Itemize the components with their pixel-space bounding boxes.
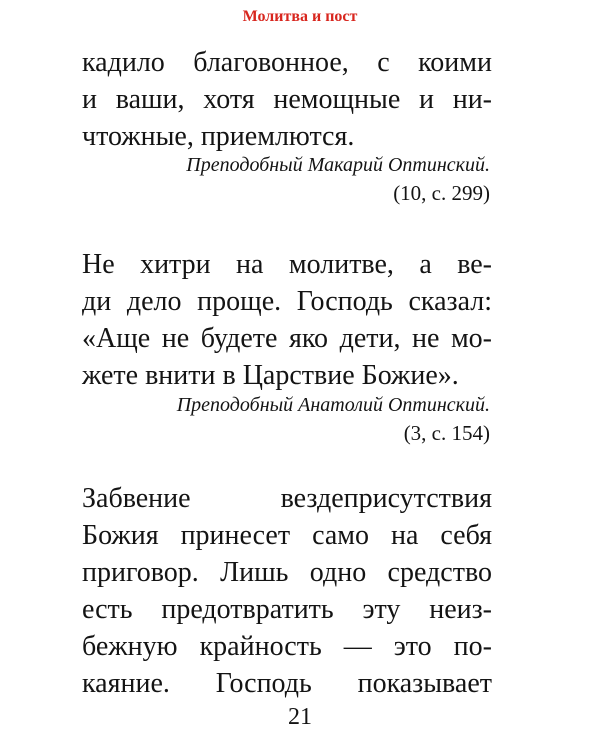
text-line: ди дело проще. Господь сказал: [82,286,492,317]
quote-2-text [82,246,492,394]
text-line: жете внити в Царствие Божие». [82,360,459,391]
page-number: 21 [288,704,312,730]
text-line: Не хитри на молитве, а ве- [82,249,492,280]
text-line: и ваши, хотя немощные и ни- [82,84,492,115]
text-line: есть предотвратить эту неиз- [82,594,492,625]
text-line: бежную крайность — это по- [82,631,492,662]
text-line: приговор. Лишь одно средство [82,557,492,588]
quote-2-citation: (3, с. 154) [403,421,490,445]
text-line: чтожные, приемлются. [82,121,355,152]
text-line: каяние. Господь показывает [82,668,492,699]
text-line: кадило благовонное, с коими [82,47,492,78]
quote-2-author: Преподобный Анатолий Оптинский. [176,394,490,416]
quote-1-text [82,44,492,155]
running-head: Молитва и пост [242,8,358,25]
text-line: Забвение вездеприсутствия [82,483,492,514]
quote-1-author: Преподобный Макарий Оптинский. [186,154,490,176]
text-line: Божия принесет само на себя [82,520,492,551]
quote-1-citation: (10, с. 299) [393,181,490,205]
quote-3-text [82,480,492,702]
text-line: «Аще не будете яко дети, не мо- [82,323,492,354]
